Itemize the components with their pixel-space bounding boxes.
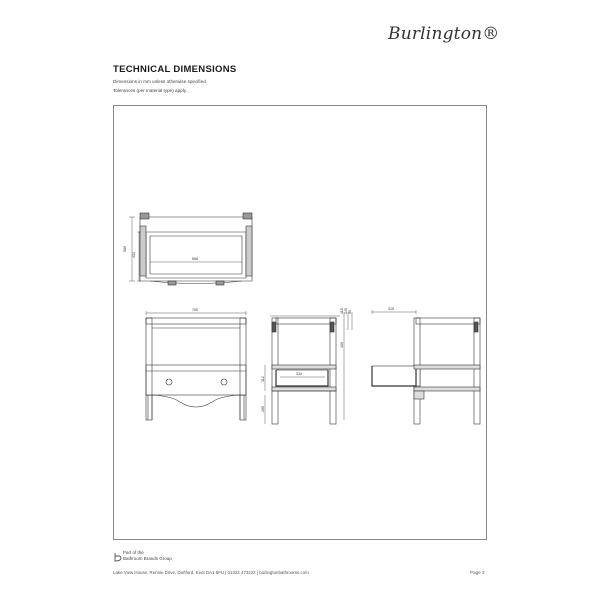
dim-plan-inner-depth: 434: [132, 252, 136, 258]
dim-section-top-3: 95: [348, 310, 352, 314]
page-title: TECHNICAL DIMENSIONS: [113, 64, 237, 75]
dim-section-top-1: 115: [340, 308, 344, 314]
page-number: Page 2: [470, 570, 485, 575]
dim-plan-inner-width: 658: [192, 257, 198, 261]
dim-section-top-2: 145: [344, 308, 348, 314]
tolerance-note: Tolerances (per material type) apply.: [113, 88, 187, 93]
dim-plan-depth: 560: [123, 246, 127, 252]
plan-view: [129, 213, 252, 285]
brand-group-icon: [114, 552, 122, 562]
dim-section-drawer-depth: 334: [296, 372, 302, 376]
brand-group-text: Part of the Bathroom Brands Group: [123, 550, 172, 561]
footer-address: Lake View House, Rennie Drive, Dartford, Kent DA1 5FU | 01322 473222 | burlingtonbathrooms.com: [113, 570, 309, 575]
dim-section-drawer-height: 112: [261, 376, 265, 382]
dim-section-leg: 265: [261, 406, 265, 412]
front-view: [146, 311, 246, 420]
dim-front-width: 700: [192, 308, 198, 312]
dim-section-upper: 400: [340, 342, 344, 348]
side-view: [372, 310, 480, 424]
dim-side-depth: 315: [388, 307, 394, 311]
side-section: [265, 312, 352, 424]
brand-logo: Burlington®: [388, 24, 500, 44]
dimensions-note: Dimensions in mm unless otherwise specified.: [113, 79, 207, 84]
